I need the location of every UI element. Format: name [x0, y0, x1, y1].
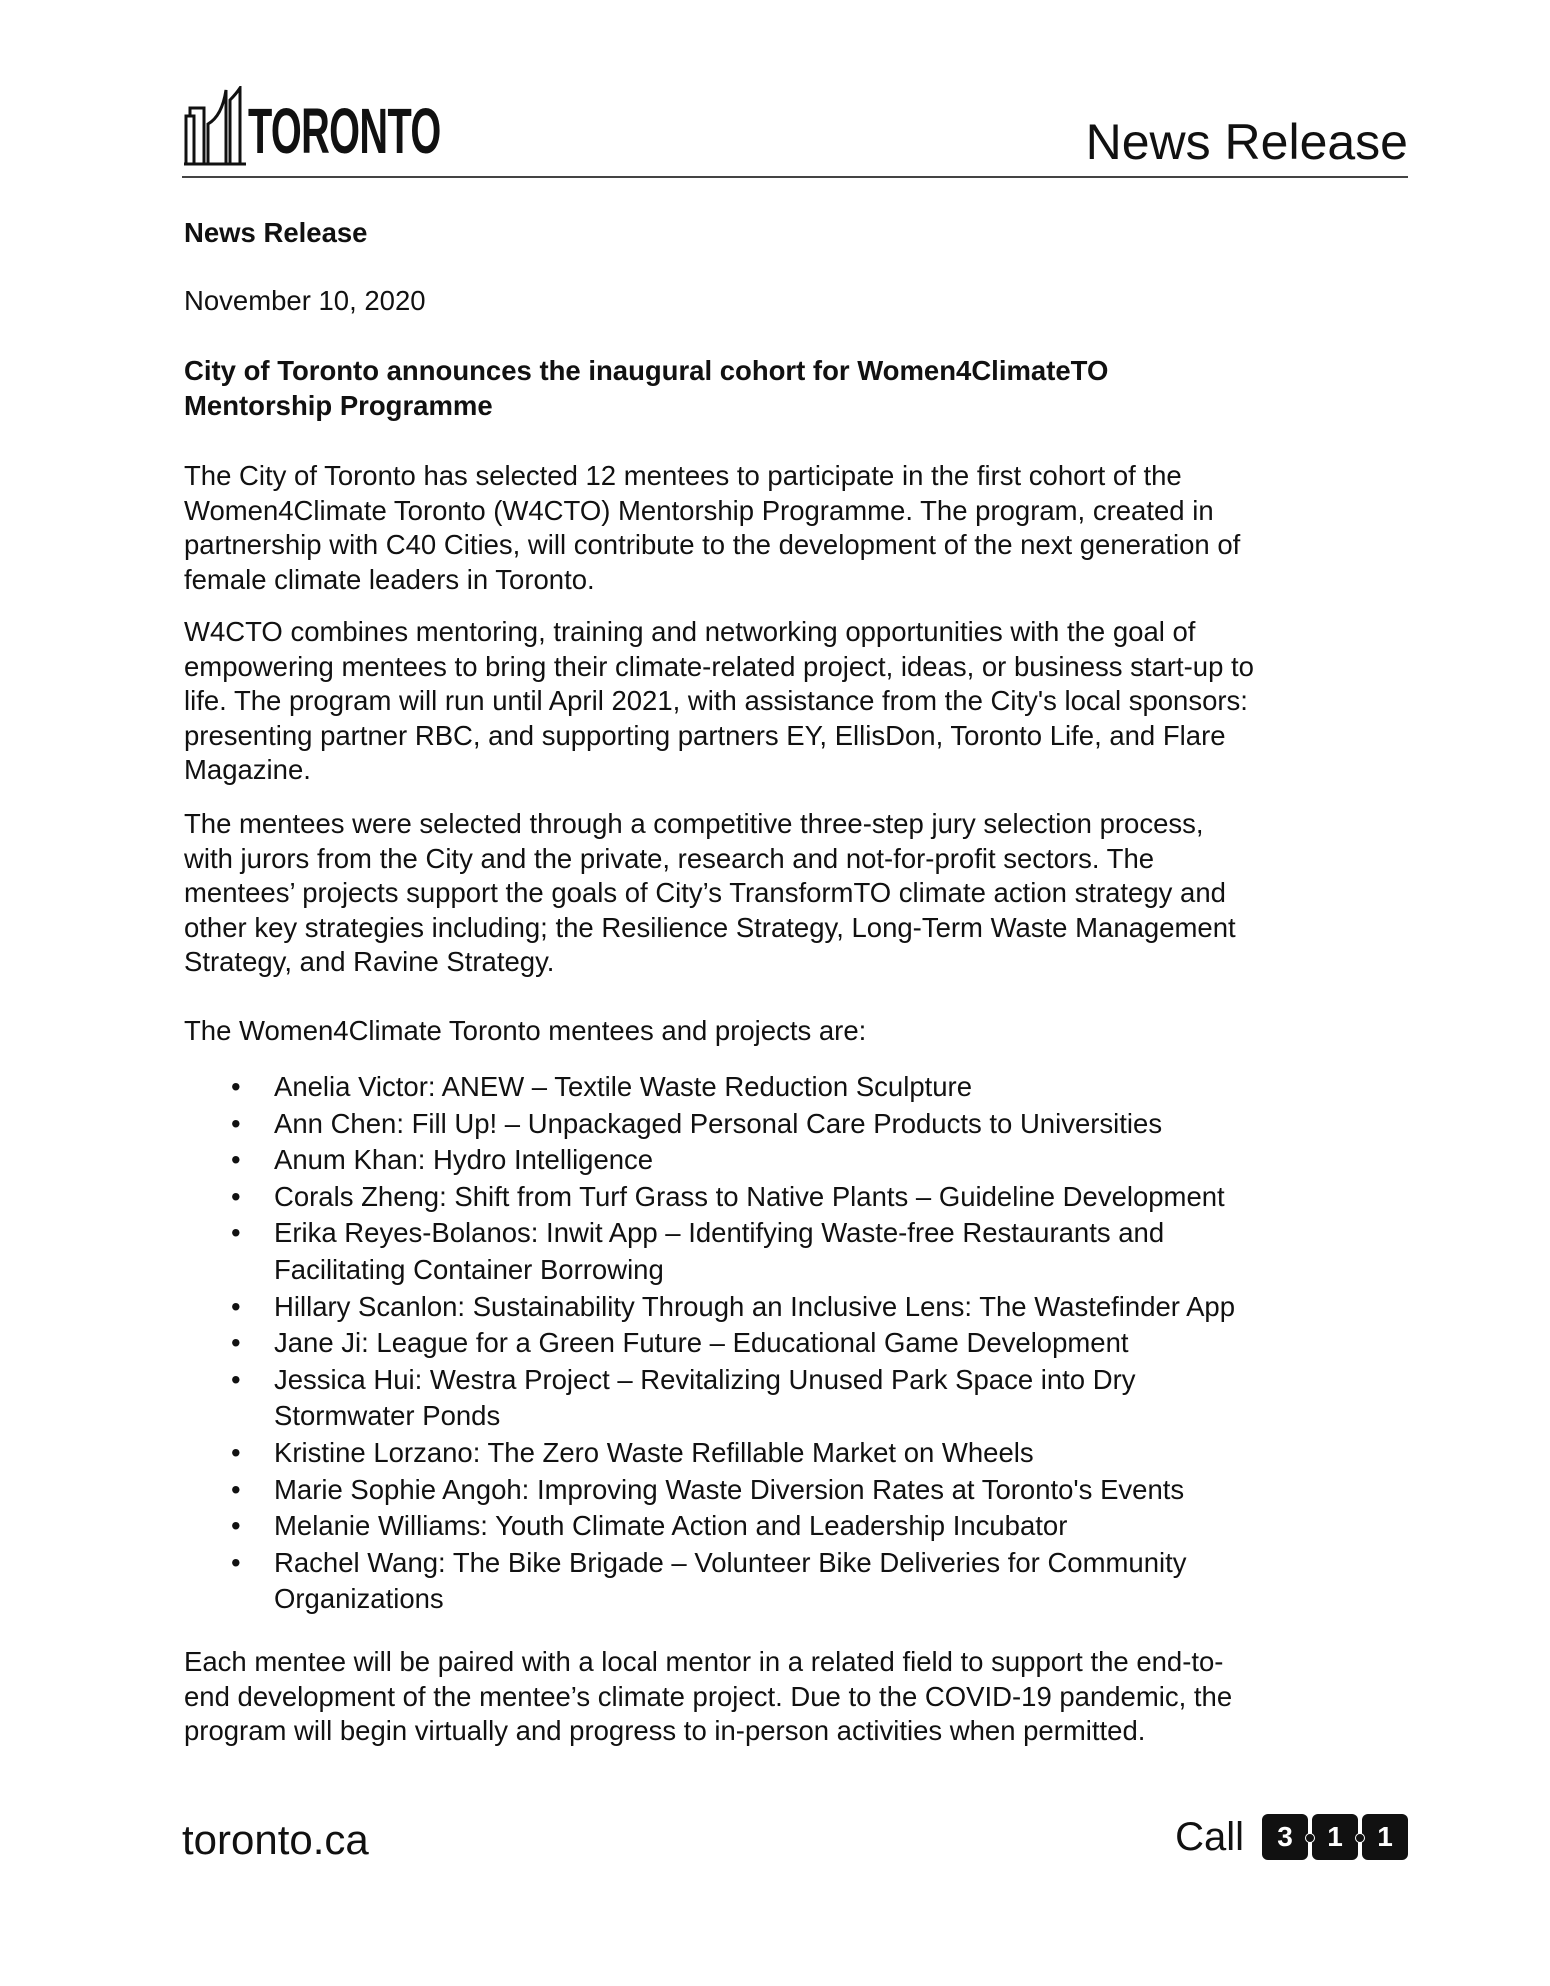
- paragraph-line: Magazine.: [184, 754, 311, 785]
- list-item-line: Hillary Scanlon: Sustainability Through an Inclusive Lens: The Wastefinder App: [274, 1290, 1235, 1322]
- list-item-line: Jane Ji: League for a Green Future – Educational Game Development: [274, 1327, 1129, 1359]
- paragraph-line: W4CTO combines mentoring, training and networking opportunities with the goal of: [184, 616, 1196, 647]
- call-digit: 1: [1312, 1814, 1358, 1860]
- list-item: [184, 1362, 1235, 1435]
- list-item: [184, 1508, 1235, 1545]
- bullet-icon: •: [231, 1363, 241, 1395]
- call-digit: 1: [1362, 1814, 1408, 1860]
- list-item: [184, 1289, 1235, 1326]
- closing-paragraph: [184, 1645, 1414, 1749]
- paragraph-3: [184, 807, 1414, 980]
- paragraph-line: female climate leaders in Toronto.: [184, 563, 595, 595]
- city-hall-icon: [182, 86, 248, 168]
- list-item: [184, 1472, 1235, 1509]
- call-digit: 3: [1262, 1814, 1308, 1860]
- list-item-line: Kristine Lorzano: The Zero Waste Refillable Market on Wheels: [274, 1436, 1034, 1468]
- list-item: [184, 1106, 1235, 1143]
- bullet-icon: •: [231, 1510, 241, 1542]
- list-item-line: Jessica Hui: Westra Project – Revitalizing Unused Park Space into Dry: [274, 1363, 1136, 1395]
- paragraph-1: [184, 459, 1414, 597]
- bullet-icon: •: [231, 1217, 241, 1249]
- list-item-line: Erika Reyes-Bolanos: Inwit App – Identifying Waste-free Restaurants and: [274, 1217, 1165, 1249]
- list-item: [184, 1215, 1235, 1288]
- bullet-icon: •: [231, 1327, 241, 1359]
- bullet-icon: •: [231, 1546, 241, 1578]
- list-item-line: Melanie Williams: Youth Climate Action and Leadership Incubator: [274, 1510, 1068, 1542]
- paragraph-line: empowering mentees to bring their climate-related project, ideas, or business start-up to: [184, 650, 1254, 682]
- bullet-icon: •: [231, 1180, 241, 1212]
- header-title: News Release: [1085, 114, 1408, 170]
- paragraph-line: partnership with C40 Cities, will contribute to the development of the next generation of: [184, 529, 1241, 560]
- list-item-line: Ann Chen: Fill Up! – Unpackaged Personal Care Products to Universities: [274, 1107, 1163, 1139]
- list-item-line: Marie Sophie Angoh: Improving Waste Diversion Rates at Toronto's Events: [274, 1473, 1185, 1505]
- closing-line: program will begin virtually and progress to in-person activities when permitted.: [184, 1715, 1146, 1746]
- list-item-line: Facilitating Container Borrowing: [274, 1253, 664, 1285]
- bullet-icon: •: [231, 1436, 241, 1468]
- list-item-line: Stormwater Ponds: [274, 1400, 501, 1432]
- toronto-logo: [182, 86, 442, 168]
- list-item: [184, 1142, 1235, 1179]
- bullet-icon: •: [231, 1071, 241, 1102]
- closing-line: end development of the mentee’s climate project. Due to the COVID-19 pandemic, the: [184, 1680, 1233, 1712]
- paragraph-line: with jurors from the City and the private, research and not-for-profit sectors. The: [184, 842, 1155, 874]
- headline-line: City of Toronto announces the inaugural cohort for Women4ClimateTO: [184, 355, 1109, 386]
- logo-wordmark: TORONTO: [248, 95, 441, 167]
- paragraph-line: The City of Toronto has selected 12 mentees to participate in the first cohort of the: [184, 460, 1182, 491]
- list-item: [184, 1069, 1235, 1106]
- headline: [184, 354, 1414, 423]
- paragraph-line: Women4Climate Toronto (W4CTO) Mentorship Programme. The program, created in: [184, 494, 1214, 526]
- paragraph-line: The mentees were selected through a competitive three-step jury selection process,: [184, 808, 1204, 839]
- call-311: [1175, 1812, 1408, 1862]
- paragraph-line: Strategy, and Ravine Strategy.: [184, 946, 555, 977]
- list-item: [184, 1545, 1235, 1618]
- closing-line: Each mentee will be paired with a local mentor in a related field to support the end-to-: [184, 1646, 1224, 1677]
- list-item-line: Anelia Victor: ANEW – Textile Waste Reduction Sculpture: [274, 1071, 973, 1102]
- list-item-line: Corals Zheng: Shift from Turf Grass to Native Plants – Guideline Development: [274, 1180, 1225, 1212]
- list-item-line: Anum Khan: Hydro Intelligence: [274, 1144, 654, 1176]
- headline-line: Mentorship Programme: [184, 389, 493, 421]
- list-item-line: Rachel Wang: The Bike Brigade – Volunteer Bike Deliveries for Community: [274, 1546, 1187, 1578]
- list-intro: The Women4Climate Toronto mentees and projects are:: [184, 1015, 867, 1046]
- paragraph-line: presenting partner RBC, and supporting partners EY, EllisDon, Toronto Life, and Flare: [184, 719, 1226, 751]
- bullet-icon: •: [231, 1107, 241, 1139]
- bullet-icon: •: [231, 1473, 241, 1505]
- release-date: November 10, 2020: [184, 285, 426, 316]
- list-item: [184, 1325, 1235, 1362]
- footer-url[interactable]: toronto.ca: [182, 1816, 369, 1863]
- list-item-line: Organizations: [274, 1583, 444, 1615]
- list-item: [184, 1179, 1235, 1216]
- header-divider: [182, 176, 1408, 178]
- doc-label: News Release: [184, 217, 368, 248]
- bullet-icon: •: [231, 1290, 241, 1322]
- paragraph-line: other key strategies including; the Resilience Strategy, Long-Term Waste Management: [184, 911, 1236, 943]
- call-label: Call: [1175, 1815, 1244, 1859]
- paragraph-line: life. The program will run until April 2021, with assistance from the City's local sponsors:: [184, 685, 1248, 716]
- bullet-icon: •: [231, 1144, 241, 1176]
- paragraph-line: mentees’ projects support the goals of City’s TransformTO climate action strategy and: [184, 877, 1226, 908]
- mentee-list: [184, 1069, 1235, 1618]
- paragraph-2: [184, 615, 1414, 788]
- list-item: [184, 1435, 1235, 1472]
